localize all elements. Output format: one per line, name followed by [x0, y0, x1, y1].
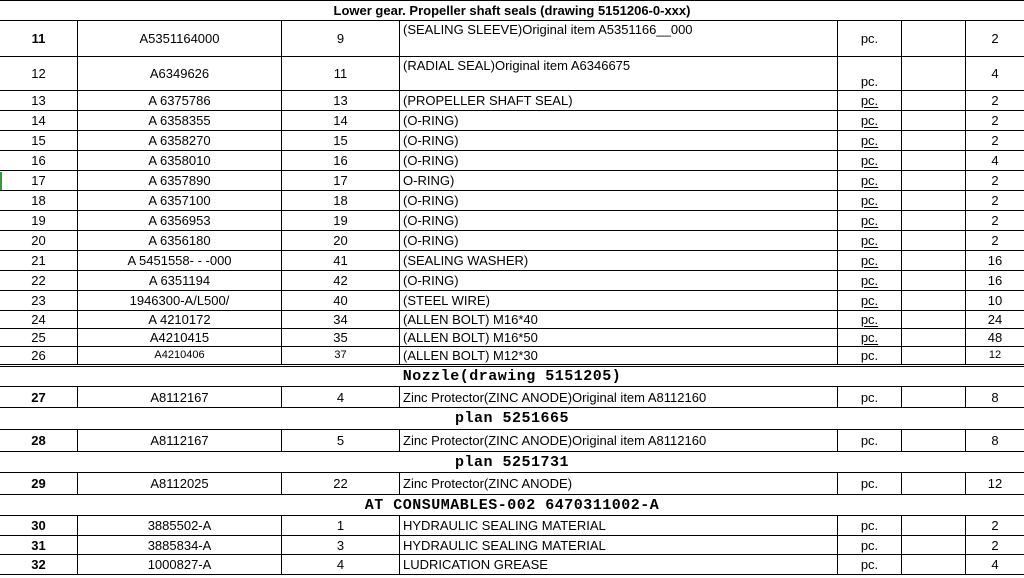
unit-cell[interactable]: pc.	[837, 347, 901, 364]
quantity-cell[interactable]: 4	[965, 57, 1024, 90]
table-row[interactable]	[0, 171, 1024, 191]
part-code[interactable]: A 6358355	[77, 111, 281, 130]
unit-cell[interactable]: pc.	[837, 430, 901, 451]
section-heading-plan-5251665[interactable]: plan 5251665	[0, 408, 1024, 430]
part-code[interactable]: A6349626	[77, 57, 281, 90]
quantity-cell[interactable]: 2	[965, 211, 1024, 230]
quantity-cell[interactable]: 2	[965, 21, 1024, 56]
part-code[interactable]: A 6357100	[77, 191, 281, 210]
row-number[interactable]: 24	[31, 312, 46, 327]
position-number[interactable]: 16	[281, 151, 399, 170]
unit-cell[interactable]: pc.	[837, 271, 901, 290]
position-number[interactable]: 42	[281, 271, 399, 290]
section-heading-plan-5251731[interactable]: plan 5251731	[0, 452, 1024, 473]
row-number[interactable]: 23	[31, 293, 46, 308]
part-description[interactable]: O-RING)	[399, 171, 837, 190]
empty-cell[interactable]	[901, 311, 965, 328]
empty-cell[interactable]	[901, 191, 965, 210]
table-row[interactable]	[0, 111, 1024, 131]
position-number[interactable]: 34	[281, 311, 399, 328]
row-number[interactable]: 19	[31, 213, 46, 228]
table-row[interactable]	[0, 231, 1024, 251]
quantity-cell[interactable]: 2	[965, 516, 1024, 535]
quantity-cell[interactable]: 4	[965, 151, 1024, 170]
table-row[interactable]	[0, 430, 1024, 452]
quantity-cell[interactable]: 8	[965, 430, 1024, 451]
unit-cell[interactable]: pc.	[837, 311, 901, 328]
position-number[interactable]: 20	[281, 231, 399, 250]
table-row[interactable]	[0, 536, 1024, 555]
empty-cell[interactable]	[901, 211, 965, 230]
empty-cell[interactable]	[901, 271, 965, 290]
part-description[interactable]: HYDRAULIC SEALING MATERIAL	[399, 536, 837, 554]
unit-cell[interactable]: pc.	[837, 231, 901, 250]
quantity-cell[interactable]: 2	[965, 111, 1024, 130]
row-number[interactable]: 15	[31, 133, 46, 148]
row-number[interactable]: 12	[31, 66, 46, 81]
empty-cell[interactable]	[901, 387, 965, 407]
table-row[interactable]	[0, 473, 1024, 495]
quantity-cell[interactable]: 16	[965, 251, 1024, 270]
part-description[interactable]: Zinc Protector(ZINC ANODE)Original item A8112160	[399, 387, 837, 407]
table-row[interactable]	[0, 131, 1024, 151]
part-description[interactable]: (ALLEN BOLT) M12*30	[399, 347, 837, 364]
part-description[interactable]: LUDRICATION GREASE	[399, 555, 837, 574]
part-code[interactable]: A4210406	[77, 347, 281, 364]
position-number[interactable]: 13	[281, 91, 399, 110]
row-number[interactable]: 11	[31, 31, 46, 46]
table-row[interactable]	[0, 311, 1024, 329]
quantity-cell[interactable]: 2	[965, 231, 1024, 250]
table-row[interactable]	[0, 191, 1024, 211]
part-code[interactable]: A 6357890	[77, 171, 281, 190]
unit-cell[interactable]: pc.	[837, 21, 901, 56]
unit-cell[interactable]: pc.	[837, 555, 901, 574]
part-description[interactable]: Zinc Protector(ZINC ANODE)Original item A8112160	[399, 430, 837, 451]
position-number[interactable]: 17	[281, 171, 399, 190]
position-number[interactable]: 41	[281, 251, 399, 270]
row-number[interactable]: 14	[31, 113, 46, 128]
empty-cell[interactable]	[901, 57, 965, 90]
part-description[interactable]: (O-RING)	[399, 211, 837, 230]
part-code[interactable]: 3885834-A	[77, 536, 281, 554]
quantity-cell[interactable]: 8	[965, 387, 1024, 407]
part-code[interactable]: A 6375786	[77, 91, 281, 110]
part-code[interactable]: A8112167	[77, 430, 281, 451]
part-description[interactable]: (PROPELLER SHAFT SEAL)	[399, 91, 837, 110]
table-row[interactable]	[0, 271, 1024, 291]
quantity-cell[interactable]: 10	[965, 291, 1024, 310]
empty-cell[interactable]	[901, 171, 965, 190]
row-number[interactable]: 31	[31, 537, 46, 553]
row-number[interactable]: 17	[31, 173, 46, 188]
row-number[interactable]: 16	[31, 153, 46, 168]
position-number[interactable]: 19	[281, 211, 399, 230]
part-description[interactable]: (O-RING)	[399, 191, 837, 210]
quantity-cell[interactable]: 2	[965, 91, 1024, 110]
empty-cell[interactable]	[901, 536, 965, 554]
empty-cell[interactable]	[901, 291, 965, 310]
empty-cell[interactable]	[901, 555, 965, 574]
part-description[interactable]: HYDRAULIC SEALING MATERIAL	[399, 516, 837, 535]
part-description[interactable]: (SEALING SLEEVE)Original item A5351166__000	[399, 21, 837, 56]
position-number[interactable]: 3	[281, 536, 399, 554]
table-row[interactable]	[0, 251, 1024, 271]
table-row[interactable]	[0, 387, 1024, 408]
part-description[interactable]: (O-RING)	[399, 151, 837, 170]
row-number[interactable]: 29	[31, 476, 46, 491]
position-number[interactable]: 22	[281, 473, 399, 494]
table-row[interactable]	[0, 329, 1024, 347]
position-number[interactable]: 9	[281, 21, 399, 56]
part-code[interactable]: A8112167	[77, 387, 281, 407]
table-row[interactable]	[0, 151, 1024, 171]
unit-cell[interactable]: pc.	[837, 536, 901, 554]
unit-cell[interactable]: pc.	[837, 191, 901, 210]
unit-cell[interactable]: pc.	[837, 91, 901, 110]
row-number[interactable]: 18	[31, 193, 46, 208]
part-code[interactable]: A 6358270	[77, 131, 281, 150]
part-code[interactable]: A4210415	[77, 329, 281, 346]
part-code[interactable]: A 5451558- - -000	[77, 251, 281, 270]
table-header-title[interactable]: Lower gear. Propeller shaft seals (drawing 5151206-0-xxx)	[0, 1, 1024, 21]
table-row[interactable]	[0, 516, 1024, 536]
row-number[interactable]: 28	[31, 433, 46, 448]
row-number[interactable]: 30	[31, 518, 46, 533]
part-description[interactable]: (STEEL WIRE)	[399, 291, 837, 310]
part-code[interactable]: A5351164000	[77, 21, 281, 56]
unit-cell[interactable]: pc.	[837, 251, 901, 270]
unit-cell[interactable]: pc.	[837, 171, 901, 190]
row-number[interactable]: 26	[31, 348, 46, 363]
position-number[interactable]: 37	[281, 347, 399, 364]
empty-cell[interactable]	[901, 516, 965, 535]
table-row[interactable]	[0, 347, 1024, 365]
unit-cell[interactable]: pc.	[837, 211, 901, 230]
part-code[interactable]: 1000827-A	[77, 555, 281, 574]
table-row[interactable]	[0, 57, 1024, 91]
part-code[interactable]: A 6351194	[77, 271, 281, 290]
part-description[interactable]: Zinc Protector(ZINC ANODE)	[399, 473, 837, 494]
position-number[interactable]: 15	[281, 131, 399, 150]
empty-cell[interactable]	[901, 91, 965, 110]
part-code[interactable]: A8112025	[77, 473, 281, 494]
position-number[interactable]: 11	[281, 57, 399, 90]
part-code[interactable]: 3885502-A	[77, 516, 281, 535]
quantity-cell[interactable]: 12	[965, 473, 1024, 494]
quantity-cell[interactable]: 2	[965, 171, 1024, 190]
unit-cell[interactable]: pc.	[837, 329, 901, 346]
position-number[interactable]: 5	[281, 430, 399, 451]
table-row[interactable]	[0, 21, 1024, 57]
table-row[interactable]	[0, 291, 1024, 311]
quantity-cell[interactable]: 12	[965, 347, 1024, 364]
part-description[interactable]: (SEALING WASHER)	[399, 251, 837, 270]
unit-cell[interactable]: pc.	[837, 151, 901, 170]
part-description[interactable]: (O-RING)	[399, 271, 837, 290]
part-code[interactable]: 1946300-A/L500/	[77, 291, 281, 310]
part-description[interactable]: (RADIAL SEAL)Original item A6346675	[399, 57, 837, 90]
part-description[interactable]: (O-RING)	[399, 111, 837, 130]
unit-cell[interactable]: pc.	[837, 387, 901, 407]
quantity-cell[interactable]: 2	[965, 131, 1024, 150]
position-number[interactable]: 4	[281, 387, 399, 407]
empty-cell[interactable]	[901, 329, 965, 346]
row-number[interactable]: 32	[31, 557, 46, 572]
empty-cell[interactable]	[901, 473, 965, 494]
empty-cell[interactable]	[901, 251, 965, 270]
quantity-cell[interactable]: 24	[965, 311, 1024, 328]
table-row[interactable]	[0, 555, 1024, 575]
row-number[interactable]: 22	[31, 273, 46, 288]
quantity-cell[interactable]: 4	[965, 555, 1024, 574]
empty-cell[interactable]	[901, 111, 965, 130]
unit-cell[interactable]: pc.	[837, 111, 901, 130]
part-description[interactable]: (ALLEN BOLT) M16*40	[399, 311, 837, 328]
position-number[interactable]: 14	[281, 111, 399, 130]
position-number[interactable]: 18	[281, 191, 399, 210]
position-number[interactable]: 40	[281, 291, 399, 310]
quantity-cell[interactable]: 48	[965, 329, 1024, 346]
unit-cell[interactable]: pc.	[837, 516, 901, 535]
empty-cell[interactable]	[901, 21, 965, 56]
quantity-cell[interactable]: 2	[965, 191, 1024, 210]
empty-cell[interactable]	[901, 231, 965, 250]
quantity-cell[interactable]: 2	[965, 536, 1024, 554]
row-number[interactable]: 27	[31, 389, 46, 405]
part-code[interactable]: A 6358010	[77, 151, 281, 170]
table-row[interactable]	[0, 91, 1024, 111]
position-number[interactable]: 1	[281, 516, 399, 535]
section-heading-consumables[interactable]: AT CONSUMABLES-002 6470311002-A	[0, 495, 1024, 516]
section-heading-nozzle[interactable]: Nozzle(drawing 5151205)	[0, 366, 1024, 387]
unit-cell[interactable]: pc.	[837, 131, 901, 150]
part-code[interactable]: A 4210172	[77, 311, 281, 328]
part-description[interactable]: (ALLEN BOLT) M16*50	[399, 329, 837, 346]
row-number[interactable]: 25	[31, 330, 46, 345]
empty-cell[interactable]	[901, 430, 965, 451]
part-description[interactable]: (O-RING)	[399, 231, 837, 250]
empty-cell[interactable]	[901, 347, 965, 364]
position-number[interactable]: 4	[281, 555, 399, 574]
row-number[interactable]: 20	[31, 233, 46, 248]
part-code[interactable]: A 6356953	[77, 211, 281, 230]
active-row-marker	[0, 172, 2, 190]
empty-cell[interactable]	[901, 151, 965, 170]
row-number[interactable]: 13	[31, 93, 46, 108]
quantity-cell[interactable]: 16	[965, 271, 1024, 290]
part-code[interactable]: A 6356180	[77, 231, 281, 250]
empty-cell[interactable]	[901, 131, 965, 150]
unit-cell[interactable]: pc.	[837, 473, 901, 494]
position-number[interactable]: 35	[281, 329, 399, 346]
part-description[interactable]: (O-RING)	[399, 131, 837, 150]
unit-cell[interactable]: pc.	[837, 57, 901, 90]
unit-cell[interactable]: pc.	[837, 291, 901, 310]
row-number[interactable]: 21	[31, 253, 46, 268]
table-row[interactable]	[0, 211, 1024, 231]
